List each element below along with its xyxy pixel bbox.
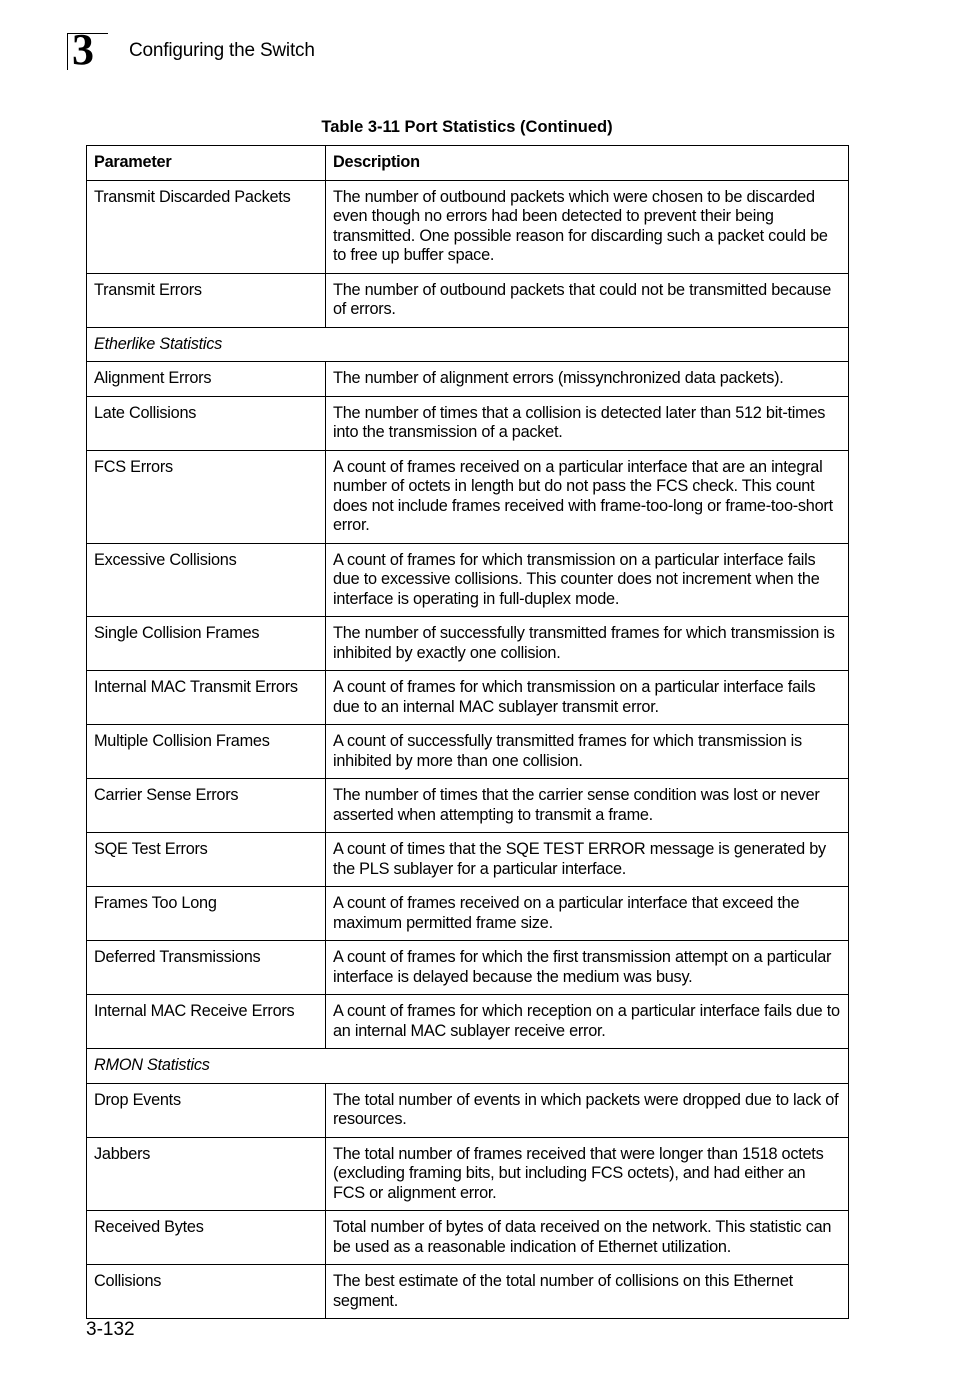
table-row xyxy=(87,450,849,543)
table-section-row xyxy=(87,1049,849,1084)
description-cell: The number of alignment errors (missynchronized data packets). xyxy=(326,362,849,397)
parameter-cell: Internal MAC Receive Errors xyxy=(87,995,326,1049)
description-cell: The number of outbound packets that could not be transmitted because of errors. xyxy=(326,273,849,327)
page-number: 3-132 xyxy=(86,1319,135,1340)
table-row xyxy=(87,1265,849,1319)
table-row xyxy=(87,180,849,273)
parameter-cell: Carrier Sense Errors xyxy=(87,779,326,833)
description-cell: The best estimate of the total number of collisions on this Ethernet segment. xyxy=(326,1265,849,1319)
table-row xyxy=(87,362,849,397)
parameter-cell: Single Collision Frames xyxy=(87,617,326,671)
parameter-cell: Drop Events xyxy=(87,1083,326,1137)
port-statistics-table xyxy=(86,145,849,1319)
description-cell: Total number of bytes of data received on the network. This statistic can be used as a reasonable indication of Ethernet utilization. xyxy=(326,1211,849,1265)
chapter-marker xyxy=(67,25,108,74)
parameter-cell: Collisions xyxy=(87,1265,326,1319)
table-row xyxy=(87,725,849,779)
parameter-cell: Received Bytes xyxy=(87,1211,326,1265)
description-cell: The number of outbound packets which were chosen to be discarded even though no errors had been detected to prevent their being transmitted. One possible reason for discarding such a packet could be to free up buffer space. xyxy=(326,180,849,273)
parameter-cell: Transmit Errors xyxy=(87,273,326,327)
description-cell: A count of frames for which transmission on a particular interface fails due to an internal MAC sublayer transmit error. xyxy=(326,671,849,725)
table-row xyxy=(87,671,849,725)
parameter-cell: Excessive Collisions xyxy=(87,543,326,617)
table-header-row xyxy=(87,146,849,181)
table-row xyxy=(87,1137,849,1211)
table-row xyxy=(87,941,849,995)
parameter-cell: Multiple Collision Frames xyxy=(87,725,326,779)
table-row xyxy=(87,833,849,887)
table-caption: Table 3-11 Port Statistics (Continued) xyxy=(321,118,613,136)
parameter-cell: Transmit Discarded Packets xyxy=(87,180,326,273)
table-row xyxy=(87,779,849,833)
column-header-parameter: Parameter xyxy=(87,146,326,181)
description-cell: The number of times that a collision is detected later than 512 bit-times into the transmission of a packet. xyxy=(326,396,849,450)
parameter-cell: Alignment Errors xyxy=(87,362,326,397)
column-header-description: Description xyxy=(326,146,849,181)
parameter-cell: Late Collisions xyxy=(87,396,326,450)
table-row xyxy=(87,1083,849,1137)
parameter-cell: Jabbers xyxy=(87,1137,326,1211)
parameter-cell: SQE Test Errors xyxy=(87,833,326,887)
running-title: Configuring the Switch xyxy=(129,40,315,61)
section-label: RMON Statistics xyxy=(87,1049,849,1084)
description-cell: The number of times that the carrier sense condition was lost or never asserted when attempting to transmit a frame. xyxy=(326,779,849,833)
table-body xyxy=(87,180,849,1319)
table-row xyxy=(87,887,849,941)
parameter-cell: Internal MAC Transmit Errors xyxy=(87,671,326,725)
parameter-cell: FCS Errors xyxy=(87,450,326,543)
description-cell: A count of frames for which transmission on a particular interface fails due to excessive collisions. This counter does not increment when the interface is operating in full-duplex mode. xyxy=(326,543,849,617)
description-cell: A count of frames for which reception on a particular interface fails due to an internal MAC sublayer receive error. xyxy=(326,995,849,1049)
description-cell: The number of successfully transmitted frames for which transmission is inhibited by exactly one collision. xyxy=(326,617,849,671)
section-label: Etherlike Statistics xyxy=(87,327,849,362)
description-cell: A count of successfully transmitted frames for which transmission is inhibited by more than one collision. xyxy=(326,725,849,779)
description-cell: A count of frames received on a particular interface that are an integral number of octets in length but do not pass the FCS check. This count does not include frames received with frame-too-long or frame-too-short error. xyxy=(326,450,849,543)
table-row xyxy=(87,543,849,617)
chapter-number: 3 xyxy=(72,25,94,74)
table-row xyxy=(87,617,849,671)
description-cell: The total number of events in which packets were dropped due to lack of resources. xyxy=(326,1083,849,1137)
parameter-cell: Deferred Transmissions xyxy=(87,941,326,995)
description-cell: A count of frames for which the first transmission attempt on a particular interface is delayed because the medium was busy. xyxy=(326,941,849,995)
table-row xyxy=(87,396,849,450)
table-section-row xyxy=(87,327,849,362)
table-row xyxy=(87,995,849,1049)
parameter-cell: Frames Too Long xyxy=(87,887,326,941)
table-row xyxy=(87,1211,849,1265)
description-cell: A count of frames received on a particular interface that exceed the maximum permitted frame size. xyxy=(326,887,849,941)
table-row xyxy=(87,273,849,327)
description-cell: The total number of frames received that were longer than 1518 octets (excluding framing bits, but including FCS octets), and had either an FCS or alignment error. xyxy=(326,1137,849,1211)
description-cell: A count of times that the SQE TEST ERROR message is generated by the PLS sublayer for a particular interface. xyxy=(326,833,849,887)
